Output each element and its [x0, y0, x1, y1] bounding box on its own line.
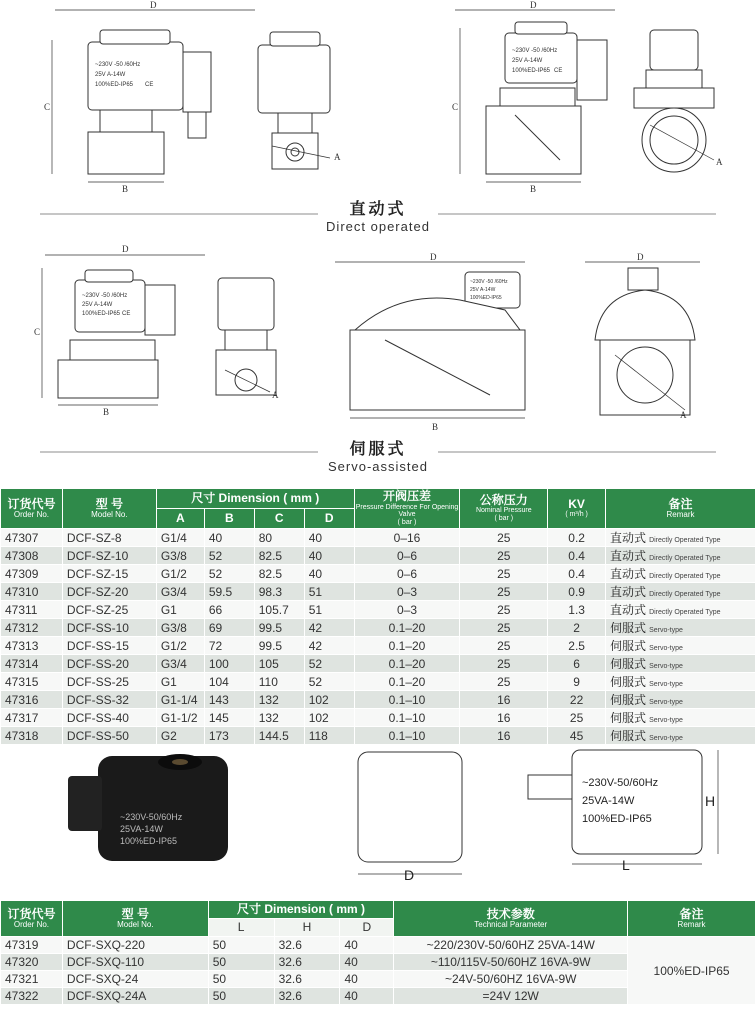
pressure-cell: 0–3	[354, 583, 460, 601]
coil-header-tech: 技术参数 Technical Parameter	[394, 901, 628, 937]
table-row	[1, 709, 756, 727]
section-direct-title	[0, 196, 756, 234]
remark-en: Directly Operated Type	[649, 591, 721, 598]
svg-text:D: D	[637, 252, 644, 262]
table-row	[1, 619, 756, 637]
nominal-cell: 16	[460, 709, 548, 727]
coil-label-line-1: ~230V -50 /60Hz	[95, 62, 141, 68]
remark-zh: 伺服式	[610, 693, 647, 707]
coil-order-cell: 47322	[1, 988, 63, 1005]
kv-cell: 22	[548, 691, 606, 709]
svg-text:~230V -50 /60Hz: ~230V -50 /60Hz	[470, 279, 508, 285]
coil-tech-cell: =24V 12W	[394, 988, 628, 1005]
coil-spec-table	[0, 900, 756, 1005]
header-order: 订货代号 Order No.	[1, 489, 63, 529]
coil-photo-line-2: 25VA-14W	[120, 824, 163, 834]
dim-a-cell: G1-1/4	[156, 691, 204, 709]
svg-text:100%ED-IP65: 100%ED-IP65	[470, 295, 502, 301]
table-row	[1, 673, 756, 691]
remark-zh: 伺服式	[610, 621, 647, 635]
dim-c-cell: 105	[254, 655, 304, 673]
valve-spec-body	[1, 529, 756, 745]
pressure-cell: 0–6	[354, 565, 460, 583]
remark-en: Servo-type	[649, 735, 683, 742]
coil-header-dim-d: D	[340, 919, 394, 937]
order-cell: 47310	[1, 583, 63, 601]
model-cell: DCF-SZ-20	[62, 583, 156, 601]
dim-d-cell: 52	[304, 655, 354, 673]
dim-b-cell: 66	[204, 601, 254, 619]
order-cell: 47313	[1, 637, 63, 655]
order-cell: 47309	[1, 565, 63, 583]
remark-zh: 伺服式	[610, 729, 647, 743]
coil-photo	[58, 748, 248, 868]
header-dim-b: B	[204, 509, 254, 529]
kv-cell: 2	[548, 619, 606, 637]
nominal-cell: 25	[460, 583, 548, 601]
dim-c-cell: 132	[254, 709, 304, 727]
coil-dim-d-cell: 40	[340, 988, 394, 1005]
header-dimension: 尺寸 Dimension ( mm )	[156, 489, 354, 509]
coil-dim-l-cell: 50	[208, 971, 274, 988]
header-model: 型 号 Model No.	[62, 489, 156, 529]
dim-c-cell: 99.5	[254, 637, 304, 655]
dim-d-cell: 40	[304, 565, 354, 583]
dim-d-cell: 40	[304, 529, 354, 547]
valve-spec-table	[0, 488, 756, 745]
header-nominal: 公称压力 Nominal Pressure ( bar )	[460, 489, 548, 529]
remark-zh: 伺服式	[610, 639, 647, 653]
table-row	[1, 583, 756, 601]
coil-model-cell: DCF-SXQ-220	[62, 937, 208, 954]
drawing-direct-1	[52, 10, 255, 182]
remark-en: Servo-type	[649, 663, 683, 670]
coil-header-remark: 备注 Remark	[628, 901, 756, 937]
kv-cell: 0.4	[548, 547, 606, 565]
pressure-cell: 0.1–10	[354, 709, 460, 727]
svg-text:D: D	[530, 0, 537, 10]
remark-cell	[606, 601, 756, 619]
pressure-cell: 0.1–20	[354, 637, 460, 655]
remark-zh: 直动式	[610, 603, 647, 617]
remark-cell	[606, 547, 756, 565]
svg-text:B: B	[103, 407, 110, 417]
coil-dim-d: D	[404, 867, 415, 883]
coil-diagram-line-2: 25VA-14W	[582, 795, 635, 807]
dim-a-cell: G1/2	[156, 637, 204, 655]
remark-cell	[606, 709, 756, 727]
model-cell: DCF-SZ-25	[62, 601, 156, 619]
coil-dim-l: L	[622, 857, 630, 873]
remark-zh: 伺服式	[610, 711, 647, 725]
pressure-cell: 0–3	[354, 601, 460, 619]
dim-b-cell: 145	[204, 709, 254, 727]
dim-d-cell: 118	[304, 727, 354, 745]
svg-text:~230V -50 /60Hz: ~230V -50 /60Hz	[82, 293, 128, 299]
kv-cell: 0.4	[548, 565, 606, 583]
coil-model-cell: DCF-SXQ-24	[62, 971, 208, 988]
model-cell: DCF-SS-25	[62, 673, 156, 691]
remark-en: Servo-type	[649, 645, 683, 652]
kv-cell: 0.2	[548, 529, 606, 547]
remark-zh: 直动式	[610, 567, 647, 581]
order-cell: 47308	[1, 547, 63, 565]
dim-a-cell: G3/4	[156, 583, 204, 601]
dim-a-cell: G3/4	[156, 655, 204, 673]
valve-drawings	[0, 0, 756, 470]
remark-zh: 直动式	[610, 531, 647, 545]
model-cell: DCF-SS-20	[62, 655, 156, 673]
dim-b-cell: 104	[204, 673, 254, 691]
coil-tech-cell: ~24V-50/60HZ 16VA-9W	[394, 971, 628, 988]
pressure-cell: 0.1–20	[354, 619, 460, 637]
table-row	[1, 529, 756, 547]
dim-c-cell: 80	[254, 529, 304, 547]
dim-b-cell: 100	[204, 655, 254, 673]
section-direct-zh: 直动式	[349, 201, 407, 218]
remark-en: Directly Operated Type	[649, 573, 721, 580]
coil-model-cell: DCF-SXQ-24A	[62, 988, 208, 1005]
order-cell: 47317	[1, 709, 63, 727]
remark-en: Directly Operated Type	[649, 537, 721, 544]
svg-text:A: A	[680, 410, 687, 420]
dim-a-cell: G3/8	[156, 547, 204, 565]
coil-order-cell: 47320	[1, 954, 63, 971]
svg-text:100%ED-IP65: 100%ED-IP65	[82, 311, 121, 317]
coil-dim-l-cell: 50	[208, 954, 274, 971]
svg-text:100%ED-IP65: 100%ED-IP65	[512, 68, 551, 74]
coil-label-line-2: 25V A-14W	[95, 72, 126, 78]
nominal-cell: 25	[460, 673, 548, 691]
dim-c-cell: 105.7	[254, 601, 304, 619]
drawing-direct-3	[455, 10, 615, 182]
order-cell: 47316	[1, 691, 63, 709]
table-row	[1, 547, 756, 565]
dim-c-cell: 144.5	[254, 727, 304, 745]
dim-label-c: C	[44, 102, 51, 112]
dim-b-cell: 40	[204, 529, 254, 547]
coil-photo-line-3: 100%ED-IP65	[120, 836, 178, 846]
drawing-servo-4	[585, 262, 700, 415]
section-servo-zh: 伺服式	[349, 441, 407, 458]
table-row	[1, 691, 756, 709]
coil-dim-h-cell: 32.6	[274, 954, 340, 971]
remark-en: Servo-type	[649, 699, 683, 706]
dim-a-cell: G1-1/2	[156, 709, 204, 727]
coil-header-dim-h: H	[274, 919, 340, 937]
coil-header-model: 型 号 Model No.	[62, 901, 208, 937]
table-row	[1, 565, 756, 583]
table-row	[1, 637, 756, 655]
coil-tech-cell: ~110/115V-50/60HZ 16VA-9W	[394, 954, 628, 971]
coil-photo-line-1: ~230V-50/60Hz	[120, 812, 183, 822]
remark-cell	[606, 637, 756, 655]
dim-b-cell: 69	[204, 619, 254, 637]
remark-en: Directly Operated Type	[649, 555, 721, 562]
remark-en: Servo-type	[649, 681, 683, 688]
nominal-cell: 25	[460, 619, 548, 637]
model-cell: DCF-SS-15	[62, 637, 156, 655]
order-cell: 47315	[1, 673, 63, 691]
dim-d-cell: 51	[304, 583, 354, 601]
order-cell: 47307	[1, 529, 63, 547]
table-row	[1, 937, 756, 954]
nominal-cell: 25	[460, 547, 548, 565]
kv-cell: 6	[548, 655, 606, 673]
svg-text:CE: CE	[554, 68, 563, 74]
header-dim-d: D	[304, 509, 354, 529]
order-cell: 47318	[1, 727, 63, 745]
dim-d-cell: 42	[304, 637, 354, 655]
remark-cell	[606, 655, 756, 673]
coil-dim-l-cell: 50	[208, 937, 274, 954]
nominal-cell: 25	[460, 601, 548, 619]
coil-order-cell: 47321	[1, 971, 63, 988]
coil-header-dimension: 尺寸 Dimension ( mm )	[208, 901, 394, 919]
coil-dim-d-cell: 40	[340, 971, 394, 988]
dim-d-cell: 102	[304, 709, 354, 727]
dim-a-cell: G2	[156, 727, 204, 745]
dim-b-cell: 59.5	[204, 583, 254, 601]
dim-label-a: A	[334, 152, 341, 162]
order-cell: 47311	[1, 601, 63, 619]
dim-c-cell: 110	[254, 673, 304, 691]
coil-label-line-3: 100%ED-IP65	[95, 82, 134, 88]
pressure-cell: 0.1–10	[354, 727, 460, 745]
coil-tech-cell: ~220/230V-50/60HZ 25VA-14W	[394, 937, 628, 954]
model-cell: DCF-SS-10	[62, 619, 156, 637]
model-cell: DCF-SS-32	[62, 691, 156, 709]
table-row	[1, 601, 756, 619]
coil-order-cell: 47319	[1, 937, 63, 954]
drawing-direct-4	[634, 30, 714, 172]
svg-text:C: C	[452, 102, 459, 112]
dim-b-cell: 143	[204, 691, 254, 709]
remark-cell	[606, 583, 756, 601]
dim-b-cell: 52	[204, 547, 254, 565]
remark-cell	[606, 691, 756, 709]
svg-text:D: D	[122, 244, 129, 254]
dim-c-cell: 132	[254, 691, 304, 709]
dim-b-cell: 173	[204, 727, 254, 745]
drawing-servo-1	[42, 255, 205, 405]
coil-spec-body	[1, 937, 756, 1005]
header-pressure: 开阀压差 Pressure Difference For Opening Valve ( bar )	[354, 489, 460, 529]
coil-dim-l-cell: 50	[208, 988, 274, 1005]
dim-a-cell: G1/4	[156, 529, 204, 547]
remark-cell	[606, 673, 756, 691]
nominal-cell: 25	[460, 565, 548, 583]
header-dim-a: A	[156, 509, 204, 529]
svg-text:C: C	[34, 327, 41, 337]
ce-mark: CE	[145, 82, 154, 88]
model-cell: DCF-SZ-8	[62, 529, 156, 547]
coil-diagram-line-1: ~230V-50/60Hz	[582, 777, 659, 789]
svg-text:CE: CE	[122, 311, 131, 317]
coil-dim-h-cell: 32.6	[274, 937, 340, 954]
kv-cell: 25	[548, 709, 606, 727]
coil-dim-d-cell: 40	[340, 954, 394, 971]
section-servo-en: Servo-assisted	[328, 459, 428, 474]
model-cell: DCF-SS-40	[62, 709, 156, 727]
svg-text:B: B	[432, 422, 439, 432]
coil-dim-h-cell: 32.6	[274, 988, 340, 1005]
pressure-cell: 0–6	[354, 547, 460, 565]
drawing-servo-2	[216, 278, 276, 395]
nominal-cell: 25	[460, 655, 548, 673]
remark-en: Servo-type	[649, 627, 683, 634]
section-servo-title	[0, 436, 756, 474]
svg-text:25V A-14W: 25V A-14W	[82, 302, 113, 308]
nominal-cell: 25	[460, 529, 548, 547]
svg-text:25V A-14W: 25V A-14W	[470, 287, 496, 293]
svg-text:~230V -50 /60Hz: ~230V -50 /60Hz	[512, 48, 558, 54]
dim-a-cell: G3/8	[156, 619, 204, 637]
remark-cell	[606, 565, 756, 583]
coil-dim-h: H	[705, 793, 716, 809]
model-cell: DCF-SS-50	[62, 727, 156, 745]
remark-cell	[606, 619, 756, 637]
coil-dim-h-cell: 32.6	[274, 971, 340, 988]
header-kv: KV ( m³/h )	[548, 489, 606, 529]
svg-text:D: D	[430, 252, 437, 262]
pressure-cell: 0.1–10	[354, 691, 460, 709]
model-cell: DCF-SZ-10	[62, 547, 156, 565]
svg-text:B: B	[530, 184, 537, 194]
pressure-cell: 0–16	[354, 529, 460, 547]
remark-zh: 伺服式	[610, 657, 647, 671]
dim-d-cell: 102	[304, 691, 354, 709]
header-remark: 备注 Remark	[606, 489, 756, 529]
coil-header-order: 订货代号 Order No.	[1, 901, 63, 937]
dim-d-cell: 51	[304, 601, 354, 619]
dim-c-cell: 82.5	[254, 565, 304, 583]
svg-text:A: A	[272, 390, 279, 400]
order-cell: 47312	[1, 619, 63, 637]
coil-diagrams	[340, 740, 740, 890]
svg-text:A: A	[716, 157, 723, 167]
remark-zh: 直动式	[610, 585, 647, 599]
remark-cell	[606, 529, 756, 547]
section-direct-en: Direct operated	[326, 219, 430, 234]
remark-en: Servo-type	[649, 717, 683, 724]
nominal-cell: 25	[460, 637, 548, 655]
model-cell: DCF-SZ-15	[62, 565, 156, 583]
dim-d-cell: 42	[304, 619, 354, 637]
header-dim-c: C	[254, 509, 304, 529]
kv-cell: 9	[548, 673, 606, 691]
drawing-direct-2	[258, 32, 330, 169]
kv-cell: 1.3	[548, 601, 606, 619]
order-cell: 47314	[1, 655, 63, 673]
dim-c-cell: 82.5	[254, 547, 304, 565]
dim-label-b: B	[122, 184, 129, 194]
dim-b-cell: 72	[204, 637, 254, 655]
drawing-servo-3	[335, 262, 525, 418]
dim-a-cell: G1	[156, 601, 204, 619]
svg-text:25V A-14W: 25V A-14W	[512, 58, 543, 64]
coil-diagram-line-3: 100%ED-IP65	[582, 813, 652, 825]
kv-cell: 0.9	[548, 583, 606, 601]
dim-label-d: D	[150, 0, 157, 10]
remark-zh: 伺服式	[610, 675, 647, 689]
coil-dim-d-cell: 40	[340, 937, 394, 954]
kv-cell: 45	[548, 727, 606, 745]
coil-header-dim-l: L	[208, 919, 274, 937]
table-row	[1, 655, 756, 673]
dim-b-cell: 52	[204, 565, 254, 583]
coil-model-cell: DCF-SXQ-110	[62, 954, 208, 971]
remark-zh: 直动式	[610, 549, 647, 563]
pressure-cell: 0.1–20	[354, 655, 460, 673]
coil-remark-cell: 100%ED-IP65	[628, 937, 756, 1005]
dim-c-cell: 99.5	[254, 619, 304, 637]
pressure-cell: 0.1–20	[354, 673, 460, 691]
dim-d-cell: 52	[304, 673, 354, 691]
remark-en: Directly Operated Type	[649, 609, 721, 616]
dim-c-cell: 98.3	[254, 583, 304, 601]
dim-a-cell: G1	[156, 673, 204, 691]
kv-cell: 2.5	[548, 637, 606, 655]
nominal-cell: 16	[460, 727, 548, 745]
dim-a-cell: G1/2	[156, 565, 204, 583]
dim-d-cell: 40	[304, 547, 354, 565]
nominal-cell: 16	[460, 691, 548, 709]
